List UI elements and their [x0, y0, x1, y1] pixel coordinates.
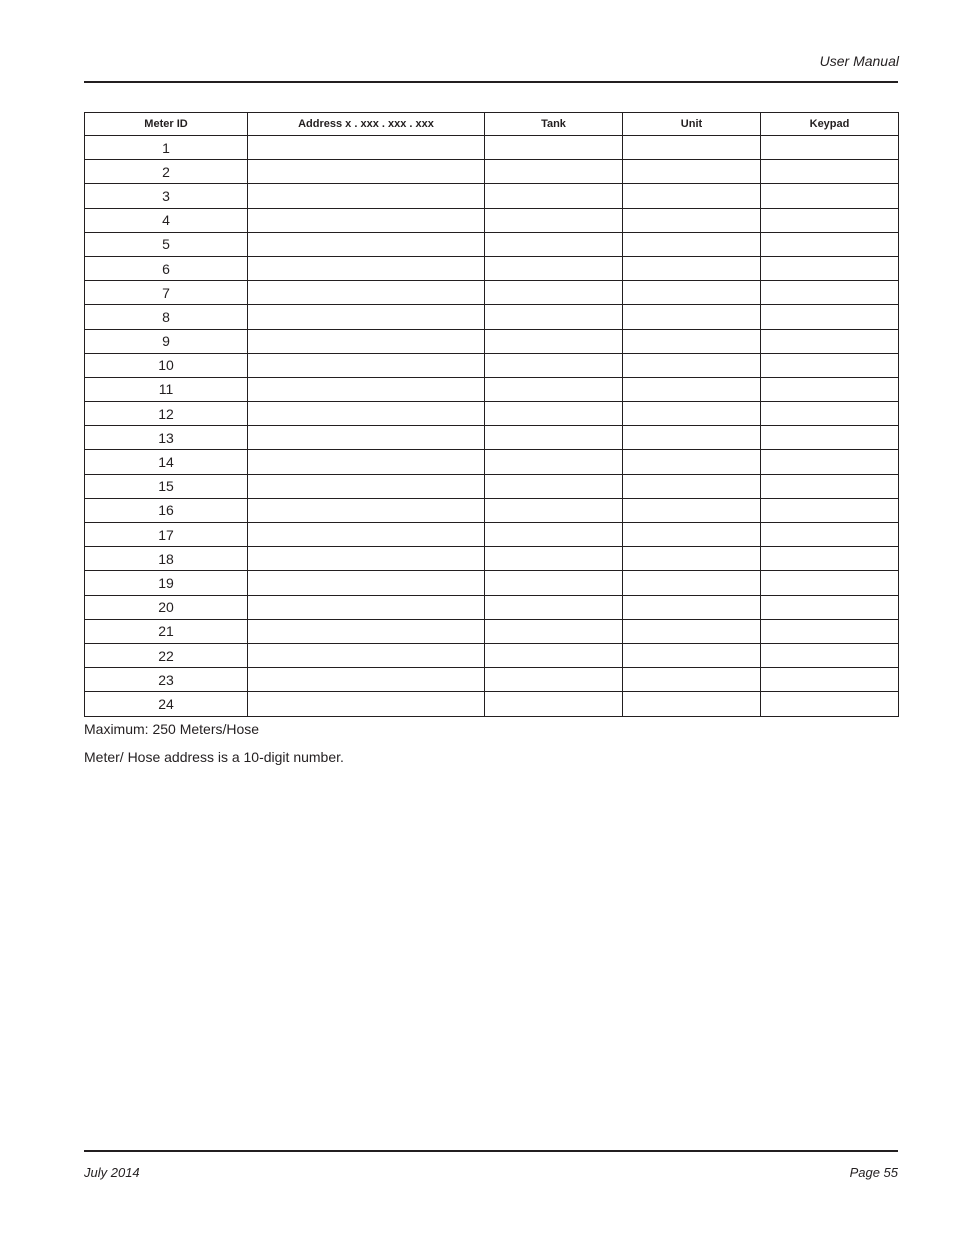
unit-cell[interactable] [623, 474, 761, 498]
tank-cell[interactable] [485, 595, 623, 619]
table-row [85, 643, 899, 667]
unit-cell[interactable] [623, 426, 761, 450]
table-row [85, 619, 899, 643]
address-cell[interactable] [248, 426, 485, 450]
tank-cell[interactable] [485, 305, 623, 329]
keypad-cell[interactable] [761, 692, 899, 716]
address-cell[interactable] [248, 377, 485, 401]
unit-cell[interactable] [623, 571, 761, 595]
meter-id-cell: 9 [85, 329, 248, 353]
keypad-cell[interactable] [761, 450, 899, 474]
table-body [85, 136, 899, 717]
column-header-meter-id: Meter ID [85, 113, 248, 136]
meter-id-cell: 24 [85, 692, 248, 716]
address-cell[interactable] [248, 184, 485, 208]
tank-cell[interactable] [485, 329, 623, 353]
unit-cell[interactable] [623, 692, 761, 716]
meter-id-cell: 15 [85, 474, 248, 498]
meter-id-cell: 4 [85, 208, 248, 232]
table-row [85, 402, 899, 426]
keypad-cell[interactable] [761, 619, 899, 643]
unit-cell[interactable] [623, 498, 761, 522]
meter-id-cell: 7 [85, 281, 248, 305]
keypad-cell[interactable] [761, 136, 899, 160]
tank-cell[interactable] [485, 450, 623, 474]
keypad-cell[interactable] [761, 523, 899, 547]
table-row [85, 305, 899, 329]
unit-cell[interactable] [623, 450, 761, 474]
address-cell[interactable] [248, 547, 485, 571]
address-cell[interactable] [248, 498, 485, 522]
column-header-keypad: Keypad [761, 113, 899, 136]
keypad-cell[interactable] [761, 402, 899, 426]
tank-cell[interactable] [485, 692, 623, 716]
unit-cell[interactable] [623, 232, 761, 256]
unit-cell[interactable] [623, 136, 761, 160]
meter-id-cell: 8 [85, 305, 248, 329]
address-cell[interactable] [248, 643, 485, 667]
unit-cell[interactable] [623, 256, 761, 280]
meter-id-cell: 5 [85, 232, 248, 256]
unit-cell[interactable] [623, 160, 761, 184]
tank-cell[interactable] [485, 571, 623, 595]
footer-page-number: Page 55 [849, 1165, 898, 1180]
table-row [85, 208, 899, 232]
tank-cell[interactable] [485, 668, 623, 692]
keypad-cell[interactable] [761, 232, 899, 256]
keypad-cell[interactable] [761, 281, 899, 305]
address-cell[interactable] [248, 692, 485, 716]
table-row [85, 136, 899, 160]
unit-cell[interactable] [623, 377, 761, 401]
column-header-unit: Unit [623, 113, 761, 136]
keypad-cell[interactable] [761, 643, 899, 667]
table-row [85, 281, 899, 305]
address-cell[interactable] [248, 474, 485, 498]
keypad-cell[interactable] [761, 305, 899, 329]
unit-cell[interactable] [623, 305, 761, 329]
keypad-cell[interactable] [761, 668, 899, 692]
table-row [85, 474, 899, 498]
table-row [85, 353, 899, 377]
table-row [85, 450, 899, 474]
tank-cell[interactable] [485, 160, 623, 184]
table-row [85, 160, 899, 184]
table-row [85, 595, 899, 619]
meter-id-cell: 16 [85, 498, 248, 522]
keypad-cell[interactable] [761, 571, 899, 595]
meter-id-cell: 2 [85, 160, 248, 184]
tank-cell[interactable] [485, 619, 623, 643]
keypad-cell[interactable] [761, 426, 899, 450]
table-row [85, 232, 899, 256]
meter-id-cell: 23 [85, 668, 248, 692]
tank-cell[interactable] [485, 426, 623, 450]
tank-cell[interactable] [485, 256, 623, 280]
table-row [85, 547, 899, 571]
address-cell[interactable] [248, 523, 485, 547]
footer-date: July 2014 [84, 1165, 140, 1180]
address-cell[interactable] [248, 281, 485, 305]
meter-id-cell: 12 [85, 402, 248, 426]
unit-cell[interactable] [623, 595, 761, 619]
address-cell[interactable] [248, 256, 485, 280]
tank-cell[interactable] [485, 184, 623, 208]
tank-cell[interactable] [485, 547, 623, 571]
tank-cell[interactable] [485, 402, 623, 426]
tank-cell[interactable] [485, 208, 623, 232]
meter-id-cell: 20 [85, 595, 248, 619]
meter-id-cell: 14 [85, 450, 248, 474]
table-row [85, 184, 899, 208]
table-row [85, 692, 899, 716]
unit-cell[interactable] [623, 208, 761, 232]
keypad-cell[interactable] [761, 208, 899, 232]
table-row [85, 523, 899, 547]
keypad-cell[interactable] [761, 256, 899, 280]
table-row [85, 498, 899, 522]
address-cell[interactable] [248, 450, 485, 474]
address-cell[interactable] [248, 353, 485, 377]
tank-cell[interactable] [485, 232, 623, 256]
unit-cell[interactable] [623, 668, 761, 692]
column-header-tank: Tank [485, 113, 623, 136]
meter-id-cell: 17 [85, 523, 248, 547]
address-cell[interactable] [248, 571, 485, 595]
table-row [85, 377, 899, 401]
table-row [85, 668, 899, 692]
address-cell[interactable] [248, 595, 485, 619]
meter-id-cell: 13 [85, 426, 248, 450]
meter-id-cell: 22 [85, 643, 248, 667]
table-header-row [85, 113, 899, 136]
table-row [85, 426, 899, 450]
table-row [85, 256, 899, 280]
unit-cell[interactable] [623, 619, 761, 643]
unit-cell[interactable] [623, 353, 761, 377]
meter-id-cell: 3 [85, 184, 248, 208]
address-cell[interactable] [248, 329, 485, 353]
tank-cell[interactable] [485, 498, 623, 522]
address-cell[interactable] [248, 668, 485, 692]
address-cell[interactable] [248, 402, 485, 426]
keypad-cell[interactable] [761, 547, 899, 571]
table-row [85, 571, 899, 595]
tank-cell[interactable] [485, 474, 623, 498]
meter-id-cell: 19 [85, 571, 248, 595]
address-cell[interactable] [248, 619, 485, 643]
unit-cell[interactable] [623, 402, 761, 426]
unit-cell[interactable] [623, 329, 761, 353]
keypad-cell[interactable] [761, 498, 899, 522]
address-cell[interactable] [248, 136, 485, 160]
address-note: Meter/ Hose address is a 10-digit number. [84, 749, 344, 765]
header-divider [84, 81, 898, 83]
meter-id-cell: 10 [85, 353, 248, 377]
meter-id-cell: 1 [85, 136, 248, 160]
meter-id-cell: 18 [85, 547, 248, 571]
footer-divider [84, 1150, 898, 1152]
tank-cell[interactable] [485, 136, 623, 160]
keypad-cell[interactable] [761, 353, 899, 377]
unit-cell[interactable] [623, 523, 761, 547]
column-header-address: Address x . xxx . xxx . xxx [248, 113, 485, 136]
unit-cell[interactable] [623, 547, 761, 571]
keypad-cell[interactable] [761, 329, 899, 353]
keypad-cell[interactable] [761, 595, 899, 619]
keypad-cell[interactable] [761, 160, 899, 184]
address-cell[interactable] [248, 208, 485, 232]
unit-cell[interactable] [623, 184, 761, 208]
keypad-cell[interactable] [761, 377, 899, 401]
meter-id-cell: 6 [85, 256, 248, 280]
header-title: User Manual [819, 53, 899, 69]
keypad-cell[interactable] [761, 474, 899, 498]
tank-cell[interactable] [485, 353, 623, 377]
tank-cell[interactable] [485, 643, 623, 667]
keypad-cell[interactable] [761, 184, 899, 208]
meter-id-cell: 11 [85, 377, 248, 401]
unit-cell[interactable] [623, 643, 761, 667]
unit-cell[interactable] [623, 281, 761, 305]
meter-address-table [84, 112, 899, 717]
tank-cell[interactable] [485, 377, 623, 401]
maximum-note: Maximum: 250 Meters/Hose [84, 721, 260, 737]
tank-cell[interactable] [485, 281, 623, 305]
address-cell[interactable] [248, 305, 485, 329]
meter-id-cell: 21 [85, 619, 248, 643]
tank-cell[interactable] [485, 523, 623, 547]
address-cell[interactable] [248, 232, 485, 256]
table-row [85, 329, 899, 353]
address-cell[interactable] [248, 160, 485, 184]
